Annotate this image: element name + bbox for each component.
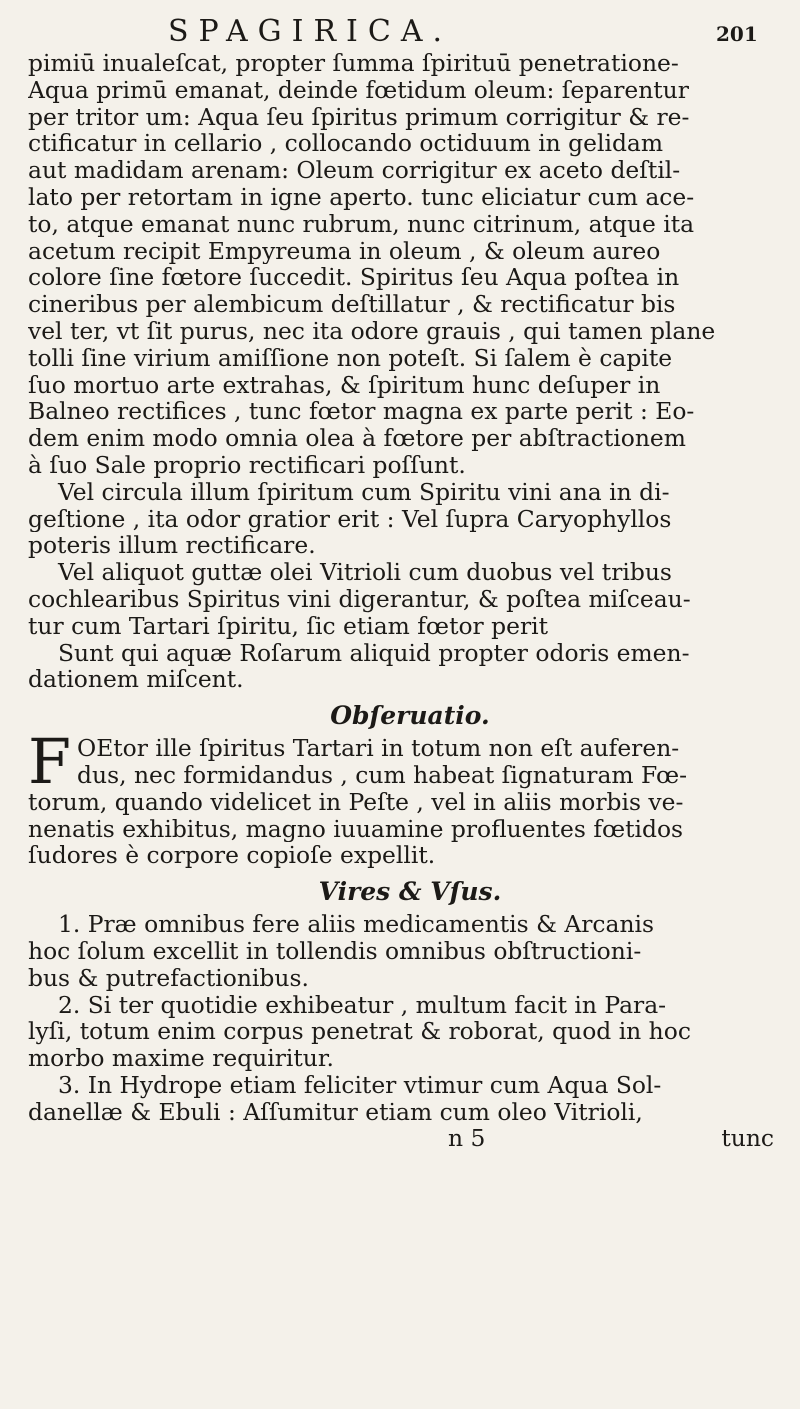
text-line: ſuo mortuo arte extrahas, & ſpiritum hunc deſuper in — [28, 371, 661, 399]
text-line: à ſuo Sale proprio rectificari poſſunt. — [28, 451, 466, 479]
text-line: Balneo rectifices , tunc fœtor magna ex parte perit : Eo- — [28, 398, 695, 426]
vires-heading: Vires & Vſus. — [318, 877, 502, 907]
page-footer — [28, 1125, 792, 1151]
text-line: bus & putrefactionibus. — [28, 964, 309, 992]
text-line: morbo maxime requiritur. — [28, 1045, 334, 1072]
text-line: dem enim modo omnia olea à fœtore per abſtractionem — [28, 425, 686, 452]
text-line: dationem miſcent. — [28, 666, 244, 694]
text-line: tur cum Tartari ſpiritu, ſic etiam fœtor perit — [28, 612, 549, 640]
text-line: Sunt qui aquæ Roſarum aliquid propter odoris emen- — [58, 639, 690, 667]
text-line: hoc ſolum excellit in tollendis omnibus obſtructioni- — [28, 937, 642, 965]
page-number: 201 — [716, 22, 758, 46]
text-line: 3. In Hydrope etiam feliciter vtimur cum Aqua Sol- — [58, 1071, 662, 1099]
text-line: tolli ſine virium amiſſione non poteſt. Si ſalem è capite — [28, 344, 673, 372]
catchword: tunc — [721, 1124, 774, 1153]
text-line: Vel aliquot guttæ olei Vitrioli cum duobus vel tribus — [58, 559, 672, 586]
text-line: ſudores è corpore copioſe expellit. — [28, 842, 436, 870]
text-line: cineribus per alembicum deſtillatur , & rectificatur bis — [28, 291, 676, 318]
text-line: 2. Si ter quotidie exhibeatur , multum facit in Para- — [58, 991, 667, 1019]
text-line: danellæ & Ebuli : Aſſumitur etiam cum oleo Vitrioli, — [28, 1098, 643, 1126]
text-line: dus, nec formidandus , cum habeat ſignaturam Fœ- — [77, 761, 687, 789]
text-block — [28, 50, 792, 1151]
text-line: pimiū inualeſcat, propter ſumma ſpirituū penetratione- — [28, 50, 679, 77]
running-title: SPAGIRICA. — [168, 14, 453, 49]
text-line: acetum recipit Empyreuma in oleum , & oleum aureo — [28, 237, 661, 265]
text-line: cochlearibus Spiritus vini digerantur, & poſtea miſceau- — [28, 585, 691, 613]
observatio-paragraph — [28, 725, 792, 870]
text-line: torum, quando videlicet in Peſte , vel in aliis morbis ve- — [28, 788, 684, 816]
observatio-heading: Obſeruatio. — [330, 701, 490, 731]
text-line: lato per retortam in igne aperto. tunc eliciatur cum ace- — [28, 183, 695, 211]
text-line: Vel circula illum ſpiritum cum Spiritu vini ana in di- — [58, 478, 670, 506]
signature-mark: n 5 — [448, 1124, 486, 1153]
text-line: per tritor um: Aqua ſeu ſpiritus primum corrigitur & re- — [28, 103, 690, 131]
text-line: vel ter, vt ſit purus, nec ita odore grauis , qui tamen plane — [28, 317, 716, 345]
text-line: poteris illum rectificare. — [28, 532, 316, 560]
text-line: nenatis exhibitus, magno iuuamine profluentes fœtidos — [28, 815, 684, 843]
drop-cap: F — [28, 725, 72, 799]
text-line: OEtor ille ſpiritus Tartari in totum non eſt auferen- — [77, 735, 680, 762]
text-line: Aqua primū emanat, deinde fœtidum oleum: ſeparentur — [28, 76, 689, 104]
text-line: to, atque emanat nunc rubrum, nunc citrinum, atque ita — [28, 210, 695, 238]
text-line: ctificatur in cellario , collocando octiduum in gelidam — [28, 130, 664, 158]
text-line: aut madidam arenam: Oleum corrigitur ex aceto deſtil- — [28, 157, 681, 184]
page-header — [0, 4, 800, 48]
text-line: colore ſine fœtore ſuccedit. Spiritus ſeu Aqua poſtea in — [28, 264, 680, 292]
text-line: 1. Præ omnibus fere aliis medicamentis & Arcanis — [58, 911, 655, 938]
text-line: geſtione , ita odor gratior erit : Vel ſupra Caryophyllos — [28, 505, 672, 533]
text-line: lyſi, totum enim corpus penetrat & roborat, quod in hoc — [28, 1018, 691, 1046]
